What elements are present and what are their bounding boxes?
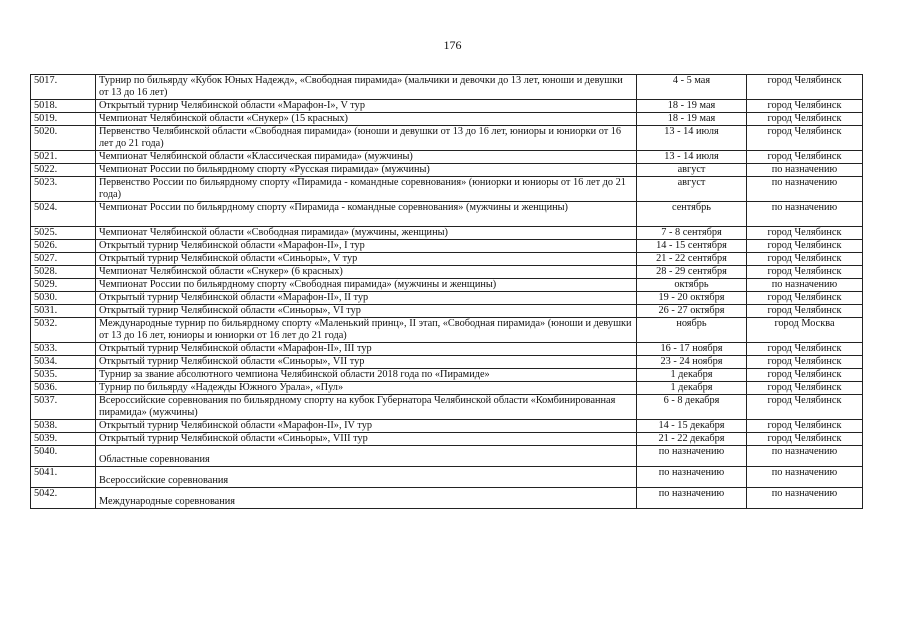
- event-place-cell: город Челябинск: [747, 126, 863, 151]
- event-date-cell: 13 - 14 июля: [637, 126, 747, 151]
- event-date-cell: 18 - 19 мая: [637, 100, 747, 113]
- event-place-cell: город Челябинск: [747, 75, 863, 100]
- table-row: [31, 356, 863, 369]
- event-name-cell: Всероссийские соревнования по бильярдному спорту на кубок Губернатора Челябинской области «Комбинированная пирамида» (мужчины): [96, 395, 637, 420]
- event-number-cell: 5023.: [31, 177, 96, 202]
- event-name-cell: Первенство Челябинской области «Свободная пирамида» (юноши и девушки от 13 до 16 лет, юниоры и юниорки от 16 лет до 21 года): [96, 126, 637, 151]
- event-number-cell: 5033.: [31, 343, 96, 356]
- event-number-cell: 5024.: [31, 202, 96, 227]
- event-date-cell: 23 - 24 ноября: [637, 356, 747, 369]
- event-place-cell: по назначению: [747, 177, 863, 202]
- event-date-cell: август: [637, 164, 747, 177]
- event-date-cell: 1 декабря: [637, 382, 747, 395]
- event-place-cell: по назначению: [747, 446, 863, 467]
- table-row: [31, 433, 863, 446]
- event-place-cell: город Челябинск: [747, 292, 863, 305]
- event-number-cell: 5017.: [31, 75, 96, 100]
- event-date-cell: 28 - 29 сентября: [637, 266, 747, 279]
- event-number-cell: 5025.: [31, 227, 96, 240]
- table-row: [31, 266, 863, 279]
- table-row: [31, 369, 863, 382]
- event-number-cell: 5040.: [31, 446, 96, 467]
- event-name-cell: Первенство России по бильярдному спорту «Пирамида - командные соревнования» (юниорки и юниоры от 16 лет до 21 года): [96, 177, 637, 202]
- event-number-cell: 5022.: [31, 164, 96, 177]
- event-number-cell: 5020.: [31, 126, 96, 151]
- event-number-cell: 5034.: [31, 356, 96, 369]
- event-name-cell: Открытый турнир Челябинской области «Синьоры», VI тур: [96, 305, 637, 318]
- event-name-cell: Открытый турнир Челябинской области «Синьоры», VII тур: [96, 356, 637, 369]
- table-row: [31, 177, 863, 202]
- event-number-cell: 5019.: [31, 113, 96, 126]
- event-name-cell: Чемпионат Челябинской области «Свободная пирамида» (мужчины, женщины): [96, 227, 637, 240]
- event-name-cell: Открытый турнир Челябинской области «Марафон-II», IV тур: [96, 420, 637, 433]
- event-place-cell: по назначению: [747, 164, 863, 177]
- events-table-body: [31, 75, 863, 509]
- event-name-cell: Областные соревнования: [96, 446, 637, 467]
- event-number-cell: 5029.: [31, 279, 96, 292]
- event-date-cell: ноябрь: [637, 318, 747, 343]
- event-place-cell: город Челябинск: [747, 240, 863, 253]
- event-number-cell: 5028.: [31, 266, 96, 279]
- event-name-cell: Всероссийские соревнования: [96, 467, 637, 488]
- event-place-cell: город Челябинск: [747, 266, 863, 279]
- event-name-cell: Чемпионат Челябинской области «Снукер» (15 красных): [96, 113, 637, 126]
- event-name-cell: Открытый турнир Челябинской области «Марафон-II», I тур: [96, 240, 637, 253]
- event-name-cell: Чемпионат России по бильярдному спорту «Свободная пирамида» (мужчины и женщины): [96, 279, 637, 292]
- event-place-cell: по назначению: [747, 202, 863, 227]
- event-place-cell: город Челябинск: [747, 356, 863, 369]
- table-row: [31, 75, 863, 100]
- event-name-cell: Чемпионат России по бильярдному спорту «Пирамида - командные соревнования» (мужчины и женщины): [96, 202, 637, 227]
- event-date-cell: 21 - 22 сентября: [637, 253, 747, 266]
- table-row: [31, 420, 863, 433]
- event-name-cell: Турнир по бильярду «Кубок Юных Надежд», «Свободная пирамида» (мальчики и девочки до 13 лет, юноши и девушки от 13 до 16 лет): [96, 75, 637, 100]
- event-place-cell: город Челябинск: [747, 305, 863, 318]
- event-date-cell: по назначению: [637, 446, 747, 467]
- event-number-cell: 5027.: [31, 253, 96, 266]
- event-name-cell: Чемпионат Челябинской области «Классическая пирамида» (мужчины): [96, 151, 637, 164]
- table-row: [31, 382, 863, 395]
- event-date-cell: 14 - 15 сентября: [637, 240, 747, 253]
- event-place-cell: город Челябинск: [747, 343, 863, 356]
- table-row: [31, 318, 863, 343]
- event-date-cell: август: [637, 177, 747, 202]
- event-name-cell: Международные турнир по бильярдному спорту «Маленький принц», II этап, «Свободная пирамида» (юноши и девушки от 13 до 16 лет, юниоры и юниорки от 16 лет до 21 года): [96, 318, 637, 343]
- event-date-cell: 6 - 8 декабря: [637, 395, 747, 420]
- table-row: [31, 164, 863, 177]
- event-name-cell: Открытый турнир Челябинской области «Марафон-II», II тур: [96, 292, 637, 305]
- event-date-cell: 21 - 22 декабря: [637, 433, 747, 446]
- event-date-cell: 14 - 15 декабря: [637, 420, 747, 433]
- event-place-cell: город Челябинск: [747, 100, 863, 113]
- table-row: [31, 395, 863, 420]
- event-place-cell: по назначению: [747, 467, 863, 488]
- event-date-cell: 16 - 17 ноября: [637, 343, 747, 356]
- event-date-cell: по назначению: [637, 467, 747, 488]
- event-number-cell: 5031.: [31, 305, 96, 318]
- event-number-cell: 5018.: [31, 100, 96, 113]
- event-name-cell: Открытый турнир Челябинской области «Синьоры», VIII тур: [96, 433, 637, 446]
- event-number-cell: 5021.: [31, 151, 96, 164]
- table-row: [31, 202, 863, 227]
- table-row: [31, 253, 863, 266]
- event-place-cell: город Челябинск: [747, 151, 863, 164]
- table-row: [31, 467, 863, 488]
- event-number-cell: 5026.: [31, 240, 96, 253]
- event-date-cell: 13 - 14 июля: [637, 151, 747, 164]
- event-place-cell: город Челябинск: [747, 253, 863, 266]
- event-date-cell: 18 - 19 мая: [637, 113, 747, 126]
- table-row: [31, 446, 863, 467]
- event-place-cell: город Челябинск: [747, 227, 863, 240]
- event-number-cell: 5041.: [31, 467, 96, 488]
- event-name-cell: Открытый турнир Челябинской области «Марафон-I», V тур: [96, 100, 637, 113]
- event-name-cell: Открытый турнир Челябинской области «Синьоры», V тур: [96, 253, 637, 266]
- event-number-cell: 5039.: [31, 433, 96, 446]
- event-name-cell: Чемпионат России по бильярдному спорту «Русская пирамида» (мужчины): [96, 164, 637, 177]
- event-number-cell: 5032.: [31, 318, 96, 343]
- event-place-cell: по назначению: [747, 279, 863, 292]
- event-place-cell: город Челябинск: [747, 433, 863, 446]
- event-place-cell: город Челябинск: [747, 113, 863, 126]
- event-name-cell: Чемпионат Челябинской области «Снукер» (6 красных): [96, 266, 637, 279]
- table-row: [31, 279, 863, 292]
- event-number-cell: 5035.: [31, 369, 96, 382]
- table-row: [31, 305, 863, 318]
- table-row: [31, 488, 863, 509]
- table-row: [31, 343, 863, 356]
- table-row: [31, 126, 863, 151]
- event-place-cell: по назначению: [747, 488, 863, 509]
- table-row: [31, 227, 863, 240]
- event-place-cell: город Челябинск: [747, 382, 863, 395]
- event-date-cell: сентябрь: [637, 202, 747, 227]
- event-date-cell: 19 - 20 октября: [637, 292, 747, 305]
- event-place-cell: город Москва: [747, 318, 863, 343]
- events-table: [30, 74, 863, 509]
- event-place-cell: город Челябинск: [747, 420, 863, 433]
- event-date-cell: по назначению: [637, 488, 747, 509]
- table-row: [31, 240, 863, 253]
- event-date-cell: 26 - 27 октября: [637, 305, 747, 318]
- event-date-cell: 4 - 5 мая: [637, 75, 747, 100]
- event-name-cell: Открытый турнир Челябинской области «Марафон-II», III тур: [96, 343, 637, 356]
- event-number-cell: 5037.: [31, 395, 96, 420]
- event-number-cell: 5036.: [31, 382, 96, 395]
- event-name-cell: Турнир по бильярду «Надежды Южного Урала», «Пул»: [96, 382, 637, 395]
- event-date-cell: 1 декабря: [637, 369, 747, 382]
- event-name-cell: Турнир за звание абсолютного чемпиона Челябинской области 2018 года по «Пирамиде»: [96, 369, 637, 382]
- event-number-cell: 5030.: [31, 292, 96, 305]
- event-place-cell: город Челябинск: [747, 395, 863, 420]
- table-row: [31, 100, 863, 113]
- event-date-cell: 7 - 8 сентября: [637, 227, 747, 240]
- page-number: 176: [443, 38, 462, 52]
- table-row: [31, 113, 863, 126]
- event-number-cell: 5042.: [31, 488, 96, 509]
- event-date-cell: октябрь: [637, 279, 747, 292]
- table-row: [31, 151, 863, 164]
- event-number-cell: 5038.: [31, 420, 96, 433]
- event-place-cell: город Челябинск: [747, 369, 863, 382]
- table-row: [31, 292, 863, 305]
- event-name-cell: Международные соревнования: [96, 488, 637, 509]
